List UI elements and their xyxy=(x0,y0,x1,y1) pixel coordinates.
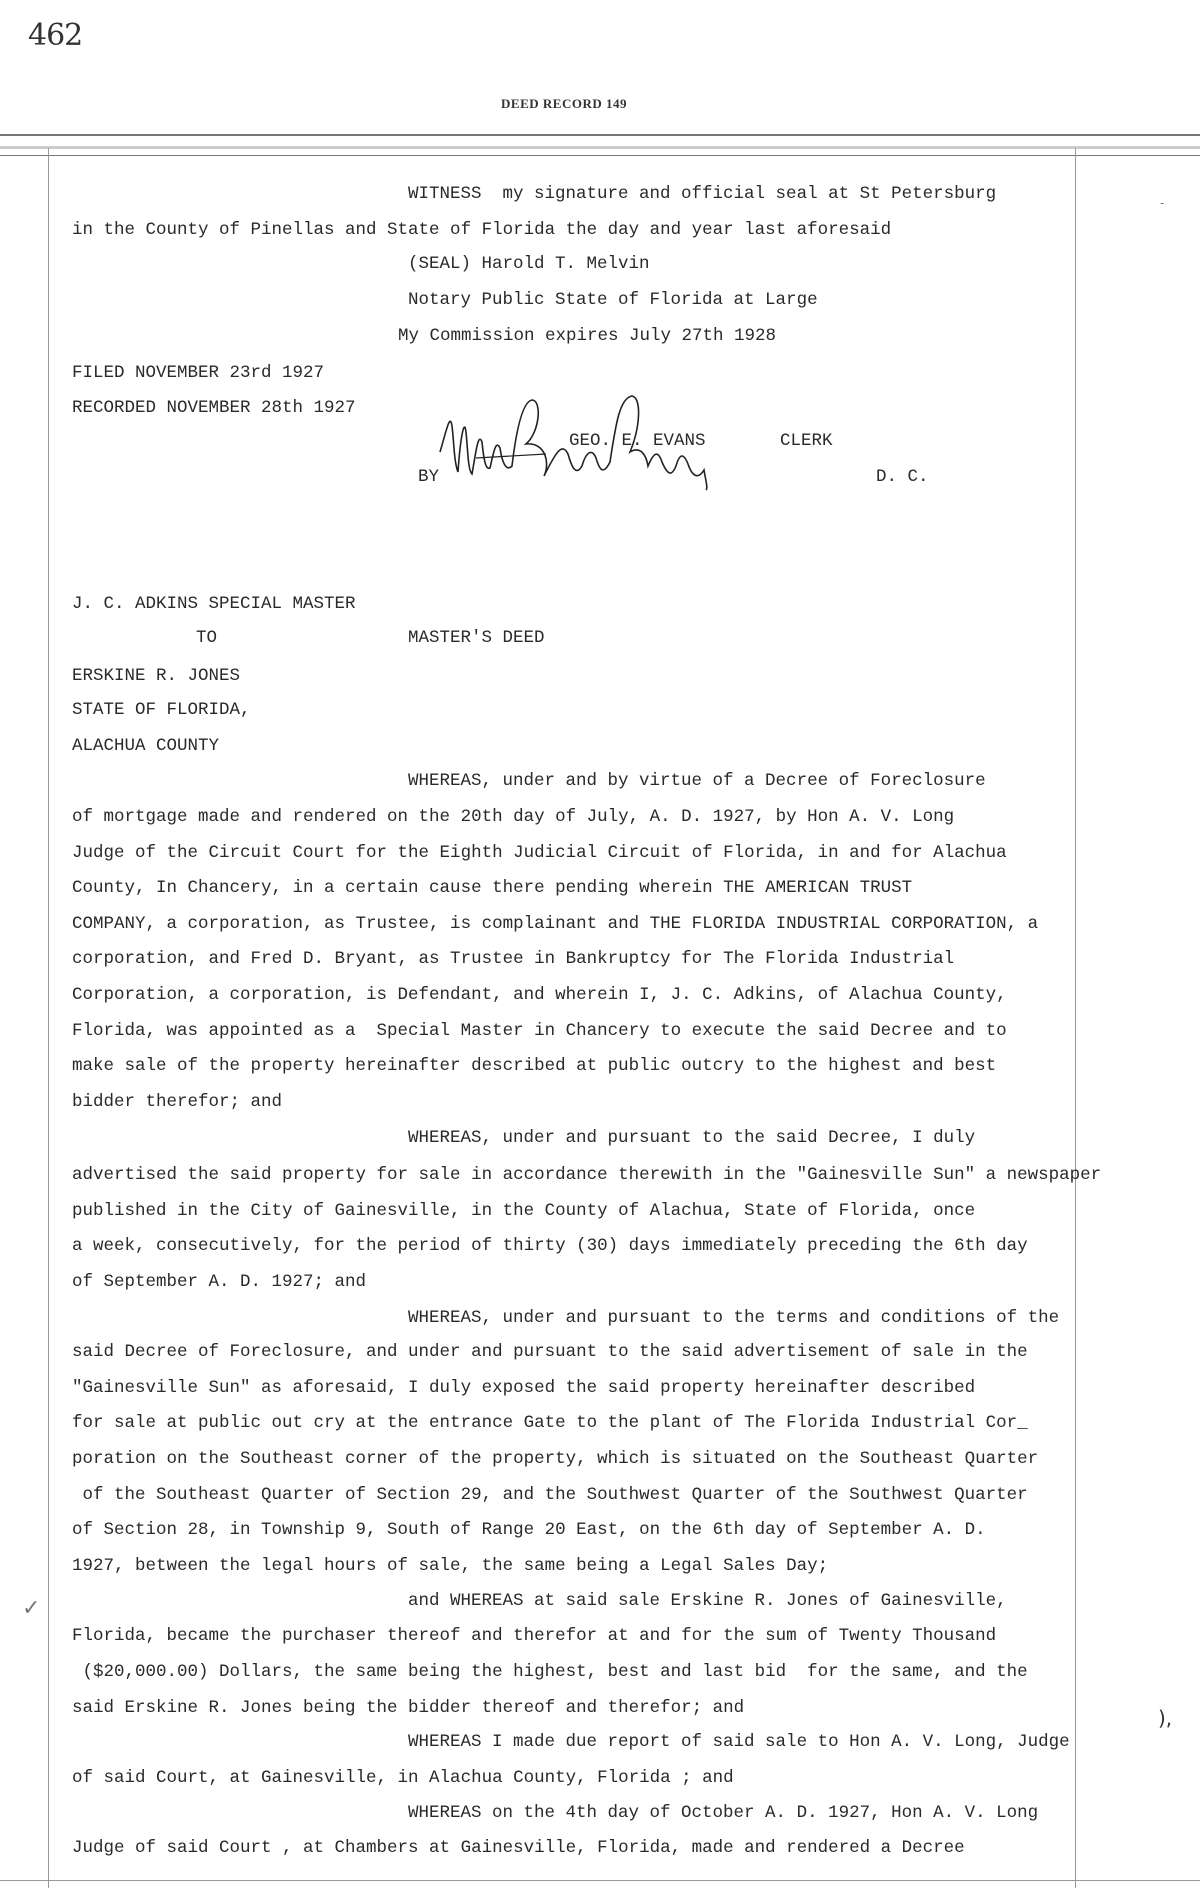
deputy-clerk-label: D. C. xyxy=(876,467,929,487)
body-line: Judge of the Circuit Court for the Eighth Judicial Circuit of Florida, in and for Alachua xyxy=(72,843,1007,863)
body-line: of the Southeast Quarter of Section 29, and the Southwest Quarter of the Southwest Quarter xyxy=(72,1485,1028,1505)
body-line: 1927, between the legal hours of sale, the same being a Legal Sales Day; xyxy=(72,1556,829,1576)
header-rule xyxy=(0,134,1200,136)
body-line: of said Court, at Gainesville, in Alachua County, Florida ; and xyxy=(72,1768,734,1788)
body-line: of Section 28, in Township 9, South of Range 20 East, on the 6th day of September A. D. xyxy=(72,1520,986,1540)
body-line: Judge of said Court , at Chambers at Gainesville, Florida, made and rendered a Decree xyxy=(72,1838,965,1858)
margin-check-mark-icon: ✓ xyxy=(22,1596,41,1621)
grantor: J. C. ADKINS SPECIAL MASTER xyxy=(72,594,356,614)
body-line: "Gainesville Sun" as aforesaid, I duly exposed the said property hereinafter described xyxy=(72,1378,976,1398)
right-margin-line xyxy=(1075,148,1076,1888)
record-header: DEED RECORD 149 xyxy=(501,96,627,111)
body-line: poration on the Southeast corner of the property, which is situated on the Southeast Quarter xyxy=(72,1449,1039,1469)
body-line: and WHEREAS at said sale Erskine R. Jones of Gainesville, xyxy=(408,1591,1007,1611)
body-line: WHEREAS I made due report of said sale to Hon A. V. Long, Judge xyxy=(408,1732,1070,1752)
body-line: advertised the said property for sale in accordance therewith in the "Gainesville Sun" a newspaper xyxy=(72,1165,1102,1185)
text-line: (SEAL) Harold T. Melvin xyxy=(408,254,650,274)
state: STATE OF FLORIDA, xyxy=(72,700,251,720)
bottom-rule xyxy=(0,1880,1200,1881)
margin-pencil-mark: ), xyxy=(1158,1706,1173,1730)
clerk-name: GEO. E. EVANS xyxy=(569,431,706,451)
body-line: ($20,000.00) Dollars, the same being the highest, best and last bid for the same, and the xyxy=(72,1662,1028,1682)
clerk-title: CLERK xyxy=(780,431,833,451)
text-line: Notary Public State of Florida at Large xyxy=(408,290,818,310)
body-line: bidder therefor; and xyxy=(72,1092,283,1112)
header-rule-lower xyxy=(0,155,1200,156)
header-rule-shaded xyxy=(0,146,1200,149)
handwritten-signature xyxy=(436,392,736,492)
body-line: published in the City of Gainesville, in the County of Alachua, State of Florida, once xyxy=(72,1201,976,1221)
margin-tick-mark: ‐ xyxy=(1160,196,1165,210)
body-line: WHEREAS, under and by virtue of a Decree of Foreclosure xyxy=(408,771,986,791)
body-line: Florida, became the purchaser thereof and therefor at and for the sum of Twenty Thousand xyxy=(72,1626,997,1646)
body-line: of mortgage made and rendered on the 20th day of July, A. D. 1927, by Hon A. V. Long xyxy=(72,807,955,827)
body-line: of September A. D. 1927; and xyxy=(72,1272,367,1292)
grantee: ERSKINE R. JONES xyxy=(72,666,241,686)
to-label: TO xyxy=(196,628,218,648)
body-line: COMPANY, a corporation, as Trustee, is complainant and THE FLORIDA INDUSTRIAL CORPORATION, a xyxy=(72,914,1039,934)
by-label: BY xyxy=(418,467,440,487)
body-line: County, In Chancery, in a certain cause there pending wherein THE AMERICAN TRUST xyxy=(72,878,913,898)
body-line: for sale at public out cry at the entrance Gate to the plant of The Florida Industrial Cor_ xyxy=(72,1413,1028,1433)
recorded-date: RECORDED NOVEMBER 28th 1927 xyxy=(72,398,356,418)
text-line: WITNESS my signature and official seal at St Petersburg xyxy=(408,184,997,204)
body-line: said Erskine R. Jones being the bidder thereof and therefor; and xyxy=(72,1698,745,1718)
document-type: MASTER'S DEED xyxy=(408,628,545,648)
text-line: My Commission expires July 27th 1928 xyxy=(398,326,777,346)
text-line: in the County of Pinellas and State of Florida the day and year last aforesaid xyxy=(72,220,892,240)
body-line: a week, consecutively, for the period of thirty (30) days immediately preceding the 6th day xyxy=(72,1236,1028,1256)
body-line: WHEREAS on the 4th day of October A. D. 1927, Hon A. V. Long xyxy=(408,1803,1039,1823)
filed-date: FILED NOVEMBER 23rd 1927 xyxy=(72,363,325,383)
left-margin-line xyxy=(48,148,49,1888)
body-line: Corporation, a corporation, is Defendant, and wherein I, J. C. Adkins, of Alachua County, xyxy=(72,985,1007,1005)
body-line: Florida, was appointed as a Special Master in Chancery to execute the said Decree and to xyxy=(72,1021,1007,1041)
body-line: said Decree of Foreclosure, and under and pursuant to the said advertisement of sale in the xyxy=(72,1342,1028,1362)
body-line: WHEREAS, under and pursuant to the terms and conditions of the xyxy=(408,1308,1060,1328)
page-number: 462 xyxy=(28,18,83,53)
body-line: corporation, and Fred D. Bryant, as Trustee in Bankruptcy for The Florida Industrial xyxy=(72,949,955,969)
body-line: WHEREAS, under and pursuant to the said Decree, I duly xyxy=(408,1128,976,1148)
county: ALACHUA COUNTY xyxy=(72,736,220,756)
body-line: make sale of the property hereinafter described at public outcry to the highest and best xyxy=(72,1056,997,1076)
